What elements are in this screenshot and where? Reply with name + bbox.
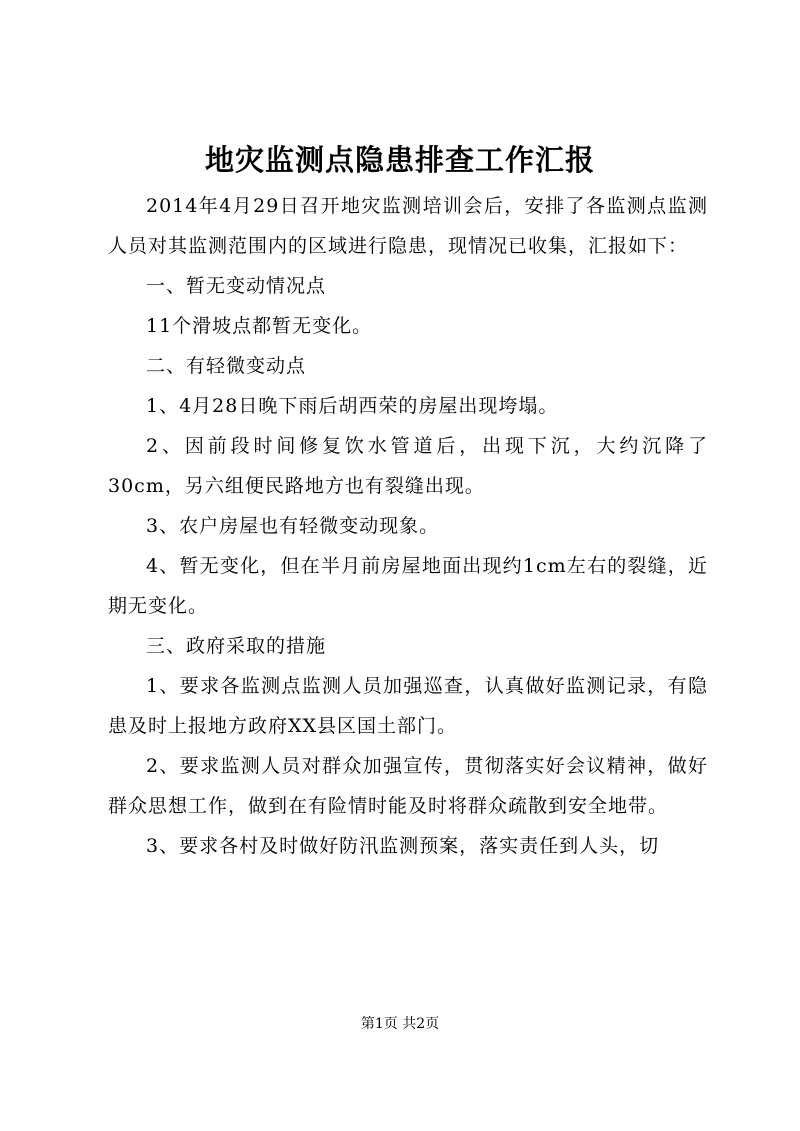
page-footer: 第1页 共2页: [360, 1016, 440, 1032]
section-heading-3: 三、政府采取的措施: [146, 635, 327, 657]
list-item: 1、要求各监测点监测人员加强巡查，认真做好监测记录，有隐患及时上报地方政府XX县区国土部门。: [108, 675, 708, 737]
document-body: [108, 186, 708, 866]
list-item: 3、农户房屋也有轻微变动现象。: [146, 515, 440, 537]
paragraph: 11个滑坡点都暂无变化。: [146, 315, 373, 337]
document-title: 地灾监测点隐患排查工作汇报: [204, 143, 595, 177]
section-heading-1: 一、暂无变动情况点: [146, 275, 327, 297]
section-heading-2: 二、有轻微变动点: [146, 355, 307, 377]
paragraph-intro: 2014年4月29日召开地灾监测培训会后，安排了各监测点监测人员对其监测范围内的区域进行隐患，现情况已收集，汇报如下：: [108, 195, 708, 257]
list-item: 2、要求监测人员对群众加强宣传，贯彻落实好会议精神，做好群众思想工作，做到在有险情时能及时将群众疏散到安全地带。: [108, 755, 708, 817]
list-item: 3、要求各村及时做好防汛监测预案，落实责任到人头，切: [146, 835, 660, 857]
list-item: 4、暂无变化，但在半月前房屋地面出现约1cm左右的裂缝，近期无变化。: [108, 555, 708, 617]
list-item: 1、4月28日晚下雨后胡西荣的房屋出现垮塌。: [146, 395, 559, 417]
list-item: 2、因前段时间修复饮水管道后，出现下沉，大约沉降了30cm，另六组便民路地方也有裂缝出现。: [108, 435, 708, 497]
